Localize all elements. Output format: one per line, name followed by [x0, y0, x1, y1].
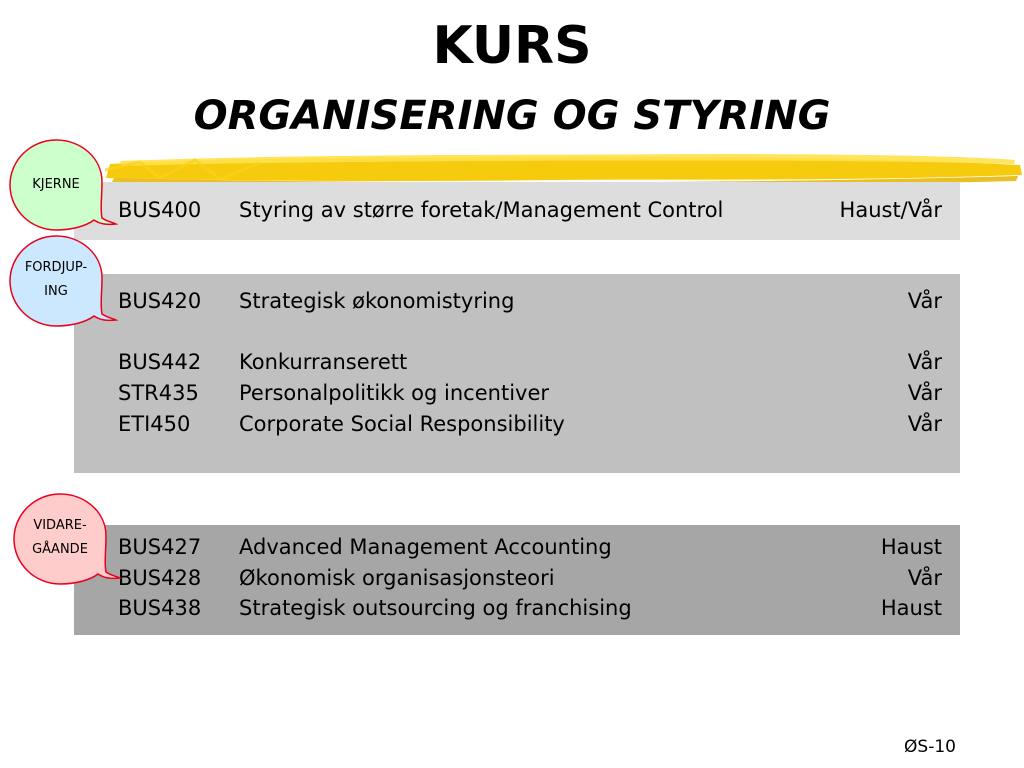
course-term: Vår [907, 566, 942, 590]
specialization-course-panel [74, 274, 960, 473]
page-number: ØS-10 [904, 737, 956, 757]
course-term: Vår [907, 381, 942, 405]
course-term: Haust [880, 535, 942, 559]
course-row [74, 286, 960, 317]
course-row [74, 195, 960, 226]
core-course-panel [74, 182, 960, 240]
course-code: BUS428 [118, 566, 202, 590]
course-name: Corporate Social Responsibility [239, 412, 565, 436]
course-code: BUS438 [118, 596, 202, 620]
course-code: ETI450 [118, 412, 191, 436]
core-bubble [8, 138, 118, 238]
course-name: Personalpolitikk og incentiver [239, 381, 550, 405]
course-row [74, 378, 960, 409]
advanced-bubble [12, 492, 122, 592]
course-name: Strategisk outsourcing og franchising [239, 596, 632, 620]
bubble-label: FORDJUP- ING [24, 260, 88, 299]
course-row [74, 593, 960, 624]
course-term: Vår [907, 289, 942, 313]
course-code: BUS400 [118, 198, 202, 222]
course-term: Haust [880, 596, 942, 620]
course-name: Advanced Management Accounting [239, 535, 612, 559]
course-row [74, 409, 960, 440]
course-row [74, 532, 960, 563]
slide-title: KURS [432, 16, 592, 76]
course-term: Vår [907, 412, 942, 436]
advanced-course-panel [74, 525, 960, 635]
course-code: BUS442 [118, 350, 202, 374]
course-name: Strategisk økonomistyring [239, 289, 515, 313]
course-code: BUS427 [118, 535, 202, 559]
course-code: STR435 [118, 381, 199, 405]
bubble-label: VIDARE- GÅANDE [32, 518, 88, 557]
course-code: BUS420 [118, 289, 202, 313]
course-name: Konkurranserett [239, 350, 408, 374]
course-row [74, 563, 960, 594]
course-term: Haust/Vår [839, 198, 942, 222]
slide-subtitle: ORGANISERING OG STYRING [193, 93, 831, 139]
bubble-label: KJERNE [32, 177, 80, 192]
course-name: Økonomisk organisasjonsteori [239, 566, 555, 590]
course-row [74, 347, 960, 378]
specialization-bubble [8, 234, 118, 334]
course-name: Styring av større foretak/Management Control [239, 198, 724, 222]
course-term: Vår [907, 350, 942, 374]
